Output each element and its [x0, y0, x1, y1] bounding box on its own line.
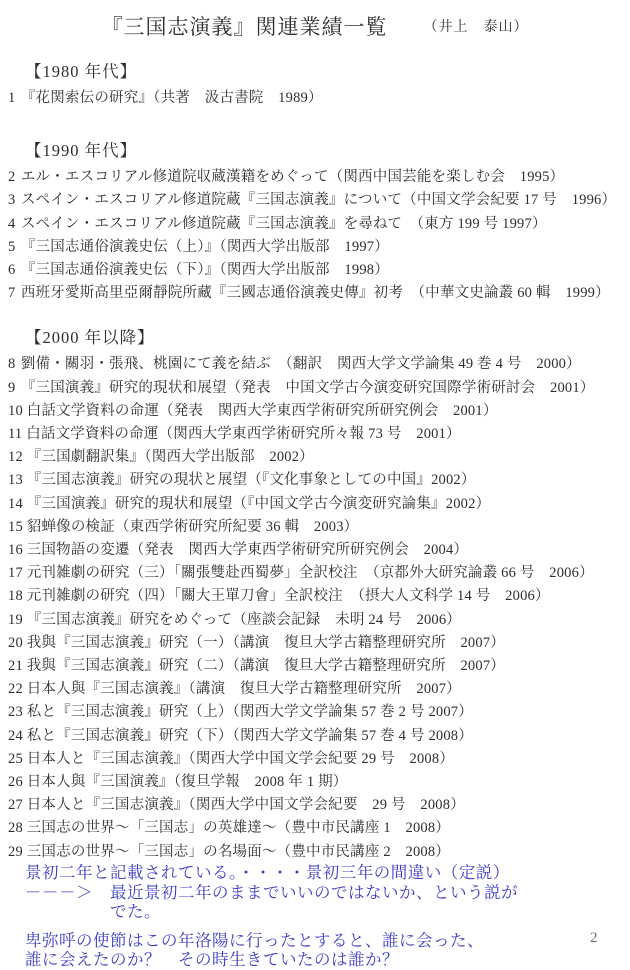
item-text: 日本人と『三国志演義』（関西大学中国文学会紀要 29 号 2008）: [26, 797, 465, 814]
item-text: 私と『三国志演義』研究（下）（関西大学文学論集 57 巻 4 号 2008）: [26, 727, 473, 744]
item-text: 元刊雑劇の研究（四）「關大王單刀會」全訳校注 （摂大人文科学 14 号 2006）: [26, 588, 550, 605]
item-number: 18: [8, 588, 23, 605]
item-text: 三国物語の変遷（発表 関西大学東西学術研究所研究例会 2004）: [26, 542, 469, 559]
item-text: 日本人と『三国志演義』（関西大学中国文学会紀要 29 号 2008）: [26, 750, 455, 767]
list-item: [8, 609, 628, 632]
list-item: [8, 493, 628, 516]
item-number: 11: [8, 426, 23, 443]
item-number: 16: [8, 542, 23, 559]
list-item: [8, 87, 628, 110]
list-item: [8, 678, 628, 701]
page-number: 2: [590, 930, 598, 946]
list-item: [8, 469, 628, 492]
author-name: （井上 泰山）: [423, 20, 529, 35]
list-item: [8, 377, 628, 400]
page-title: 『三国志演義』関連業績一覧: [101, 15, 388, 39]
item-number: 15: [8, 518, 23, 535]
item-number: 4: [8, 215, 16, 232]
item-text: 白話文学資料の命運（発表 関西大学東西学術研究所研究例会 2001）: [26, 402, 498, 419]
item-number: 3: [8, 192, 16, 209]
list-item: [8, 771, 628, 794]
item-text: 貂蝉像の検証（東西学術研究所紀要 36 輯 2003）: [26, 518, 359, 535]
item-number: 22: [8, 681, 23, 698]
item-number: 20: [8, 634, 23, 651]
item-number: 27: [8, 797, 23, 814]
item-text: 我與『三国志演義』研究（一）（講演 復旦大学古籍整理研究所 2007）: [26, 634, 505, 651]
item-text: 『三国志通俗演義史伝（上）』（関西大学出版部 1997）: [20, 238, 389, 255]
item-number: 21: [8, 658, 23, 675]
item-text: 私と『三国志演義』研究（上）（関西大学文学論集 57 巻 2 号 2007）: [26, 704, 473, 721]
note-line: 誰に会えたのか？ その時生きていたのは誰か？: [25, 951, 399, 969]
item-number: 6: [8, 262, 16, 279]
item-number: 12: [8, 449, 23, 466]
item-text: 『三国志演義』研究をめぐって（座談会記録 未明 24 号 2006）: [26, 611, 461, 628]
item-text: 我與『三国志演義』研究（二）（講演 復旦大学古籍整理研究所 2007）: [26, 658, 505, 675]
item-number: 28: [8, 820, 23, 837]
item-number: 1: [8, 90, 16, 106]
list-item: [8, 166, 628, 189]
list-item: [8, 446, 628, 469]
section: [8, 61, 628, 110]
note-paragraph: [25, 932, 620, 970]
list-item: [8, 423, 628, 446]
list-item: [8, 655, 628, 678]
item-text: 三国志の世界〜「三国志」の名場面〜（豊中市民講座 2 2008）: [26, 843, 451, 860]
list-item: [8, 794, 628, 817]
note-line: でた。: [25, 903, 161, 921]
document-header: [0, 0, 630, 41]
item-text: 『花関索伝の研究』（共著 汲古書院 1989）: [20, 90, 323, 106]
item-text: 『三国劇翻訳集』（関西大学出版部 2002）: [26, 449, 314, 466]
item-number: 9: [8, 379, 16, 396]
list-item: [8, 562, 628, 585]
list-item: [8, 236, 628, 259]
list-item: [8, 353, 628, 376]
section: [8, 327, 628, 863]
section: [8, 140, 628, 305]
list-item: [8, 817, 628, 840]
item-number: 25: [8, 750, 23, 767]
item-number: 7: [8, 285, 16, 302]
item-text: 『三国志演義』研究の現状と展望（『文化事象としての中国』2002）: [26, 472, 476, 489]
list-item: [8, 585, 628, 608]
item-number: 8: [8, 356, 16, 373]
item-text: 『三国演義』研究的現状和展望（『中国文学古今演変研究論集』2002）: [26, 495, 491, 512]
item-text: 白話文学資料の命運（関西大学東西学術研究所々報 73 号 2001）: [26, 426, 461, 443]
list-item: [8, 259, 628, 282]
item-number: 2: [8, 169, 16, 186]
item-number: 19: [8, 611, 23, 628]
item-number: 5: [8, 238, 16, 255]
item-number: 14: [8, 495, 23, 512]
item-number: 17: [8, 565, 23, 582]
note-line: 景初二年と記載されている。・・・・景初三年の間違い（定説）: [25, 864, 510, 882]
item-number: 29: [8, 843, 23, 860]
list-item: [8, 725, 628, 748]
item-text: 『三国演義』研究的現状和展望（発表 中国文学古今演変研究国際学術研討会 2001）: [20, 379, 595, 396]
publication-list: [0, 61, 630, 864]
item-text: 日本人與『三国演義』（復旦学報 2008 年 1 期）: [26, 774, 348, 791]
item-number: 26: [8, 774, 23, 791]
item-text: スペイン・エスコリアル修道院蔵『三国志演義』について（中国文学会紀要 17 号 1996）: [20, 192, 617, 209]
note-line: 卑弥呼の使節はこの年洛陽に行ったとすると、誰に会った、: [25, 931, 484, 950]
list-item: [8, 539, 628, 562]
list-item: [8, 748, 628, 771]
item-number: 23: [8, 704, 23, 721]
item-number: 13: [8, 472, 23, 489]
list-item: [8, 400, 628, 423]
note-line: －－－＞ 最近景初二年のままでいいのではないか、という説が: [25, 883, 518, 902]
item-text: 元刊雑劇の研究（三）「關張雙赴西蜀夢」全訳校注 （京都外大研究論叢 66 号 2006）: [26, 565, 594, 582]
item-text: スペイン・エスコリアル修道院蔵『三国志演義』を尋ねて （東方 199 号 1997）: [20, 215, 547, 232]
list-item: [8, 701, 628, 724]
list-item: [8, 841, 628, 864]
list-item: [8, 282, 628, 305]
handwritten-notes: [25, 864, 620, 970]
item-text: 劉備・關羽・張飛、桃園にて義を結ぶ （翻訳 関西大学文学論集 49 巻 4 号 2000）: [20, 356, 581, 373]
list-item: [8, 632, 628, 655]
item-text: 日本人與『三国志演義』（講演 復旦大学古籍整理研究所 2007）: [26, 681, 461, 698]
section-heading: 【1980 年代】: [25, 62, 138, 81]
item-text: 三国志の世界〜「三国志」の英雄達〜（豊中市民講座 1 2008）: [26, 820, 451, 837]
item-text: エル・エスコリアル修道院収蔵漢籍をめぐって（関西中国芸能を楽しむ会 1995）: [20, 169, 565, 186]
note-paragraph: [25, 864, 620, 923]
list-item: [8, 213, 628, 236]
item-number: 10: [8, 402, 23, 419]
item-text: 西班牙愛斯高里亞爾靜院所藏『三國志通俗演義史傳』初考 （中華文史論叢 60 輯 1999）: [20, 285, 610, 302]
item-text: 『三国志通俗演義史伝（下）』（関西大学出版部 1998）: [20, 262, 389, 279]
list-item: [8, 189, 628, 212]
section-heading: 【1990 年代】: [25, 141, 138, 161]
item-number: 24: [8, 727, 23, 744]
list-item: [8, 516, 628, 539]
section-heading: 【2000 年以降】: [25, 328, 155, 348]
